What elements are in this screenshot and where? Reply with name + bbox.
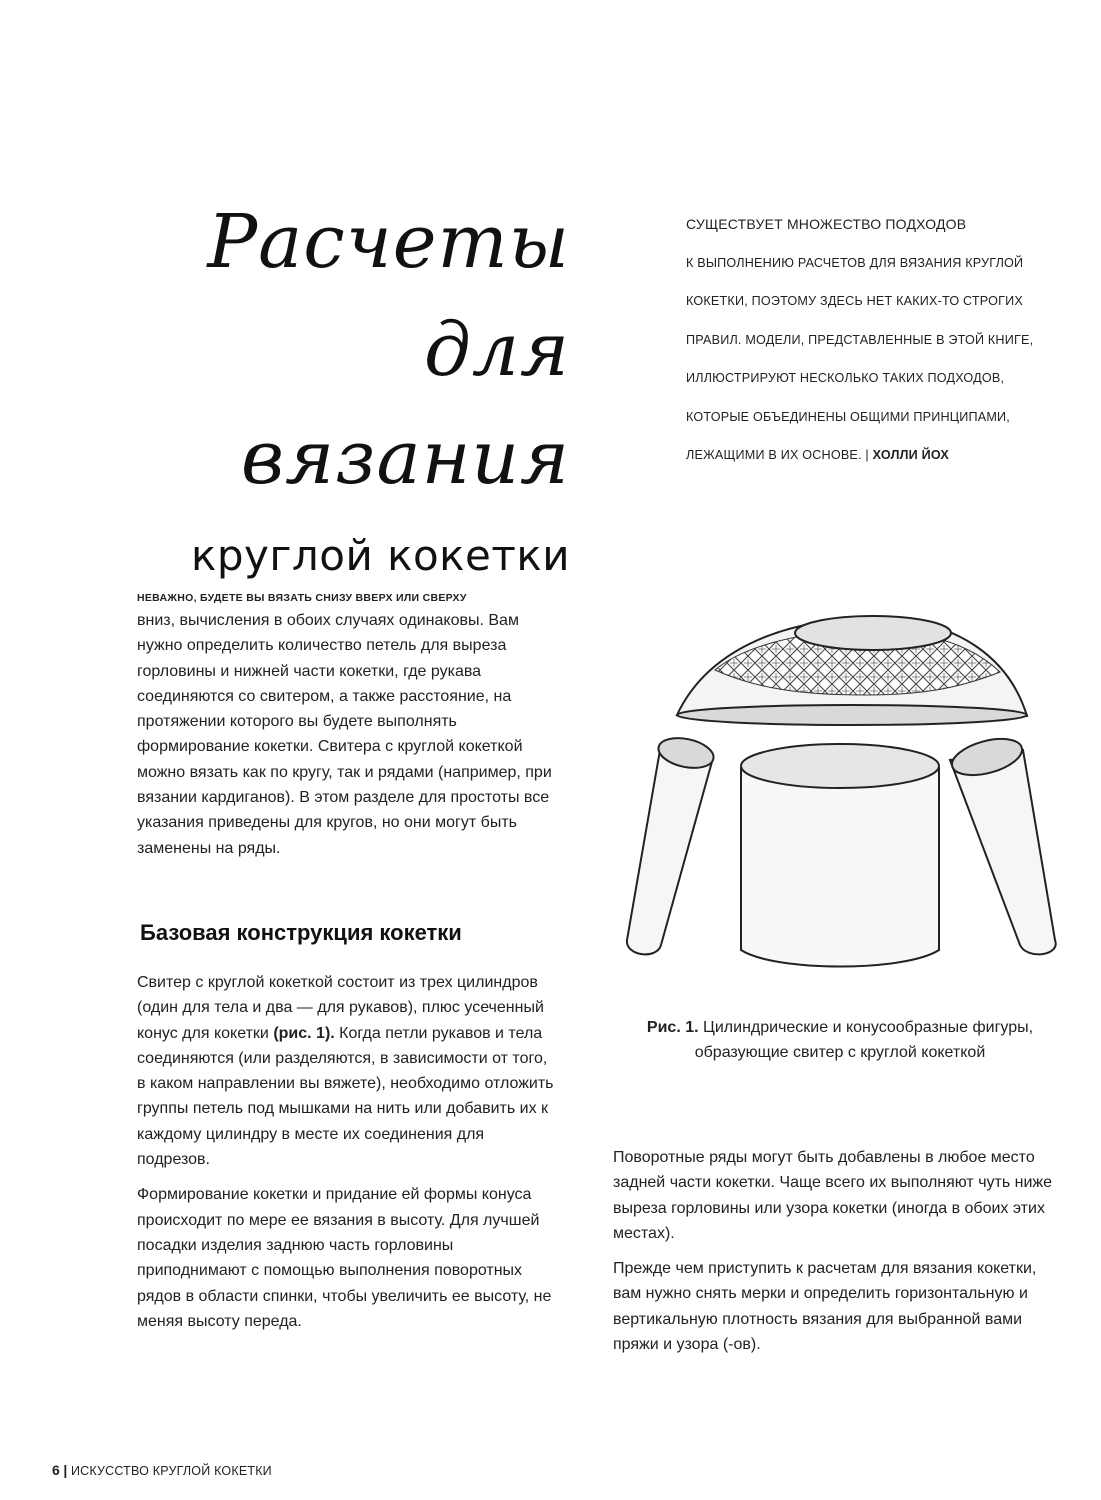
body-cylinder <box>741 744 939 967</box>
page-title <box>130 188 570 592</box>
section-paragraph-2: Формирование кокетки и придание ей формы конуса происходит по мере ее вязания в высоту. Для лучшей посадки изделия заднюю часть горловины приподнимают с помощью выполнения поворотных рядов в области спинки, чтобы увеличить ее высоту, не меняя высоту переда. <box>137 1186 552 1330</box>
quote-line: ЛЕЖАЩИМИ В ИХ ОСНОВЕ. | <box>686 448 869 462</box>
right-column <box>613 1145 1053 1357</box>
quote-line: ИЛЛЮСТРИРУЮТ НЕСКОЛЬКО ТАКИХ ПОДХОДОВ, <box>686 371 1005 385</box>
sweater-diagram <box>615 600 1070 995</box>
title-line-2: для вязания <box>241 307 570 501</box>
section-paragraph-1 <box>137 970 557 1172</box>
figure-reference: (рис. 1). <box>273 1024 335 1042</box>
page-number: 6 <box>52 1462 60 1478</box>
section-heading: Базовая конструкция кокетки <box>140 920 462 945</box>
right-sleeve-cylinder <box>948 732 1056 954</box>
right-paragraph-1: Поворотные ряды могут быть добавлены в любое место задней части кокетки. Чаще всего их выполняют чуть ниже выреза горловины или узора кокетки (иногда в обоих этих местах). <box>613 1149 1053 1242</box>
section-body <box>137 970 557 1334</box>
sweater-diagram-svg <box>615 600 1070 995</box>
pull-quote <box>686 205 1056 475</box>
title-line-1: Расчеты <box>207 199 570 285</box>
intro-paragraph <box>137 588 557 861</box>
page-footer <box>52 1462 272 1478</box>
figure-caption-text: Цилиндрические и конусообразные фигуры, образующие свитер с круглой кокеткой <box>694 1019 1034 1061</box>
intro-text: вниз, вычисления в обоих случаях одинаковы. Вам нужно определить количество петель для выреза горловины и нижней части кокетки, где рукава соединяются со свитером, а также расстояние, на протяжении которого вы будете выполнять формирование кокетки. Свитера с круглой кокеткой можно вязать как по кругу, так и рядами (например, при вязании кардиганов). В этом разделе для простоты все указания приведены для кругов, но они могут быть заменены на ряды. <box>137 612 552 857</box>
quote-line-last <box>686 436 1056 475</box>
quote-line: К ВЫПОЛНЕНИЮ РАСЧЕТОВ ДЛЯ ВЯЗАНИЯ КРУГЛОЙ <box>686 255 1024 270</box>
quote-author: ХОЛЛИ ЙОХ <box>872 448 949 462</box>
footer-separator: | <box>63 1462 68 1478</box>
quote-line: КОТОРЫЕ ОБЪЕДИНЕНЫ ОБЩИМИ ПРИНЦИПАМИ, <box>686 409 1011 424</box>
left-sleeve-cylinder <box>627 733 716 954</box>
title-line-3: круглой кокетки <box>190 531 570 580</box>
quote-line: ПРАВИЛ. МОДЕЛИ, ПРЕДСТАВЛЕННЫЕ В ЭТОЙ КНИГЕ, <box>686 332 1034 347</box>
yoke-cone <box>677 616 1027 725</box>
figure-caption <box>630 1015 1050 1065</box>
book-title: ИСКУССТВО КРУГЛОЙ КОКЕТКИ <box>70 1464 272 1478</box>
right-paragraph-2: Прежде чем приступить к расчетам для вязания кокетки, вам нужно снять мерки и определить горизонтальную и вертикальную плотность вязания для выбранной вами пряжи и узора (-ов). <box>613 1260 1037 1354</box>
quote-line: СУЩЕСТВУЕТ МНОЖЕСТВО ПОДХОДОВ <box>686 216 967 232</box>
figure-label: Рис. 1. <box>646 1019 699 1036</box>
quote-line: КОКЕТКИ, ПОЭТОМУ ЗДЕСЬ НЕТ КАКИХ-ТО СТРОГИХ <box>686 294 1023 308</box>
intro-lead: НЕВАЖНО, БУДЕТЕ ВЫ ВЯЗАТЬ СНИЗУ ВВЕРХ ИЛИ СВЕРХУ <box>137 592 467 604</box>
section-p1-text-b: Когда петли рукавов и тела соединяются (или разделяются, в зависимости от того, в каком направлении вы вяжете), необходимо отложить группы петель под мышками на нить или добавить их к каждому цилиндру в месте их соединения для подрезов. <box>137 1024 554 1169</box>
section-p1-text-a: Свитер с круглой кокеткой состоит из трех цилиндров (один для тела и два — для рукавов), плюс усеченный конус для кокетки <box>137 974 544 1042</box>
